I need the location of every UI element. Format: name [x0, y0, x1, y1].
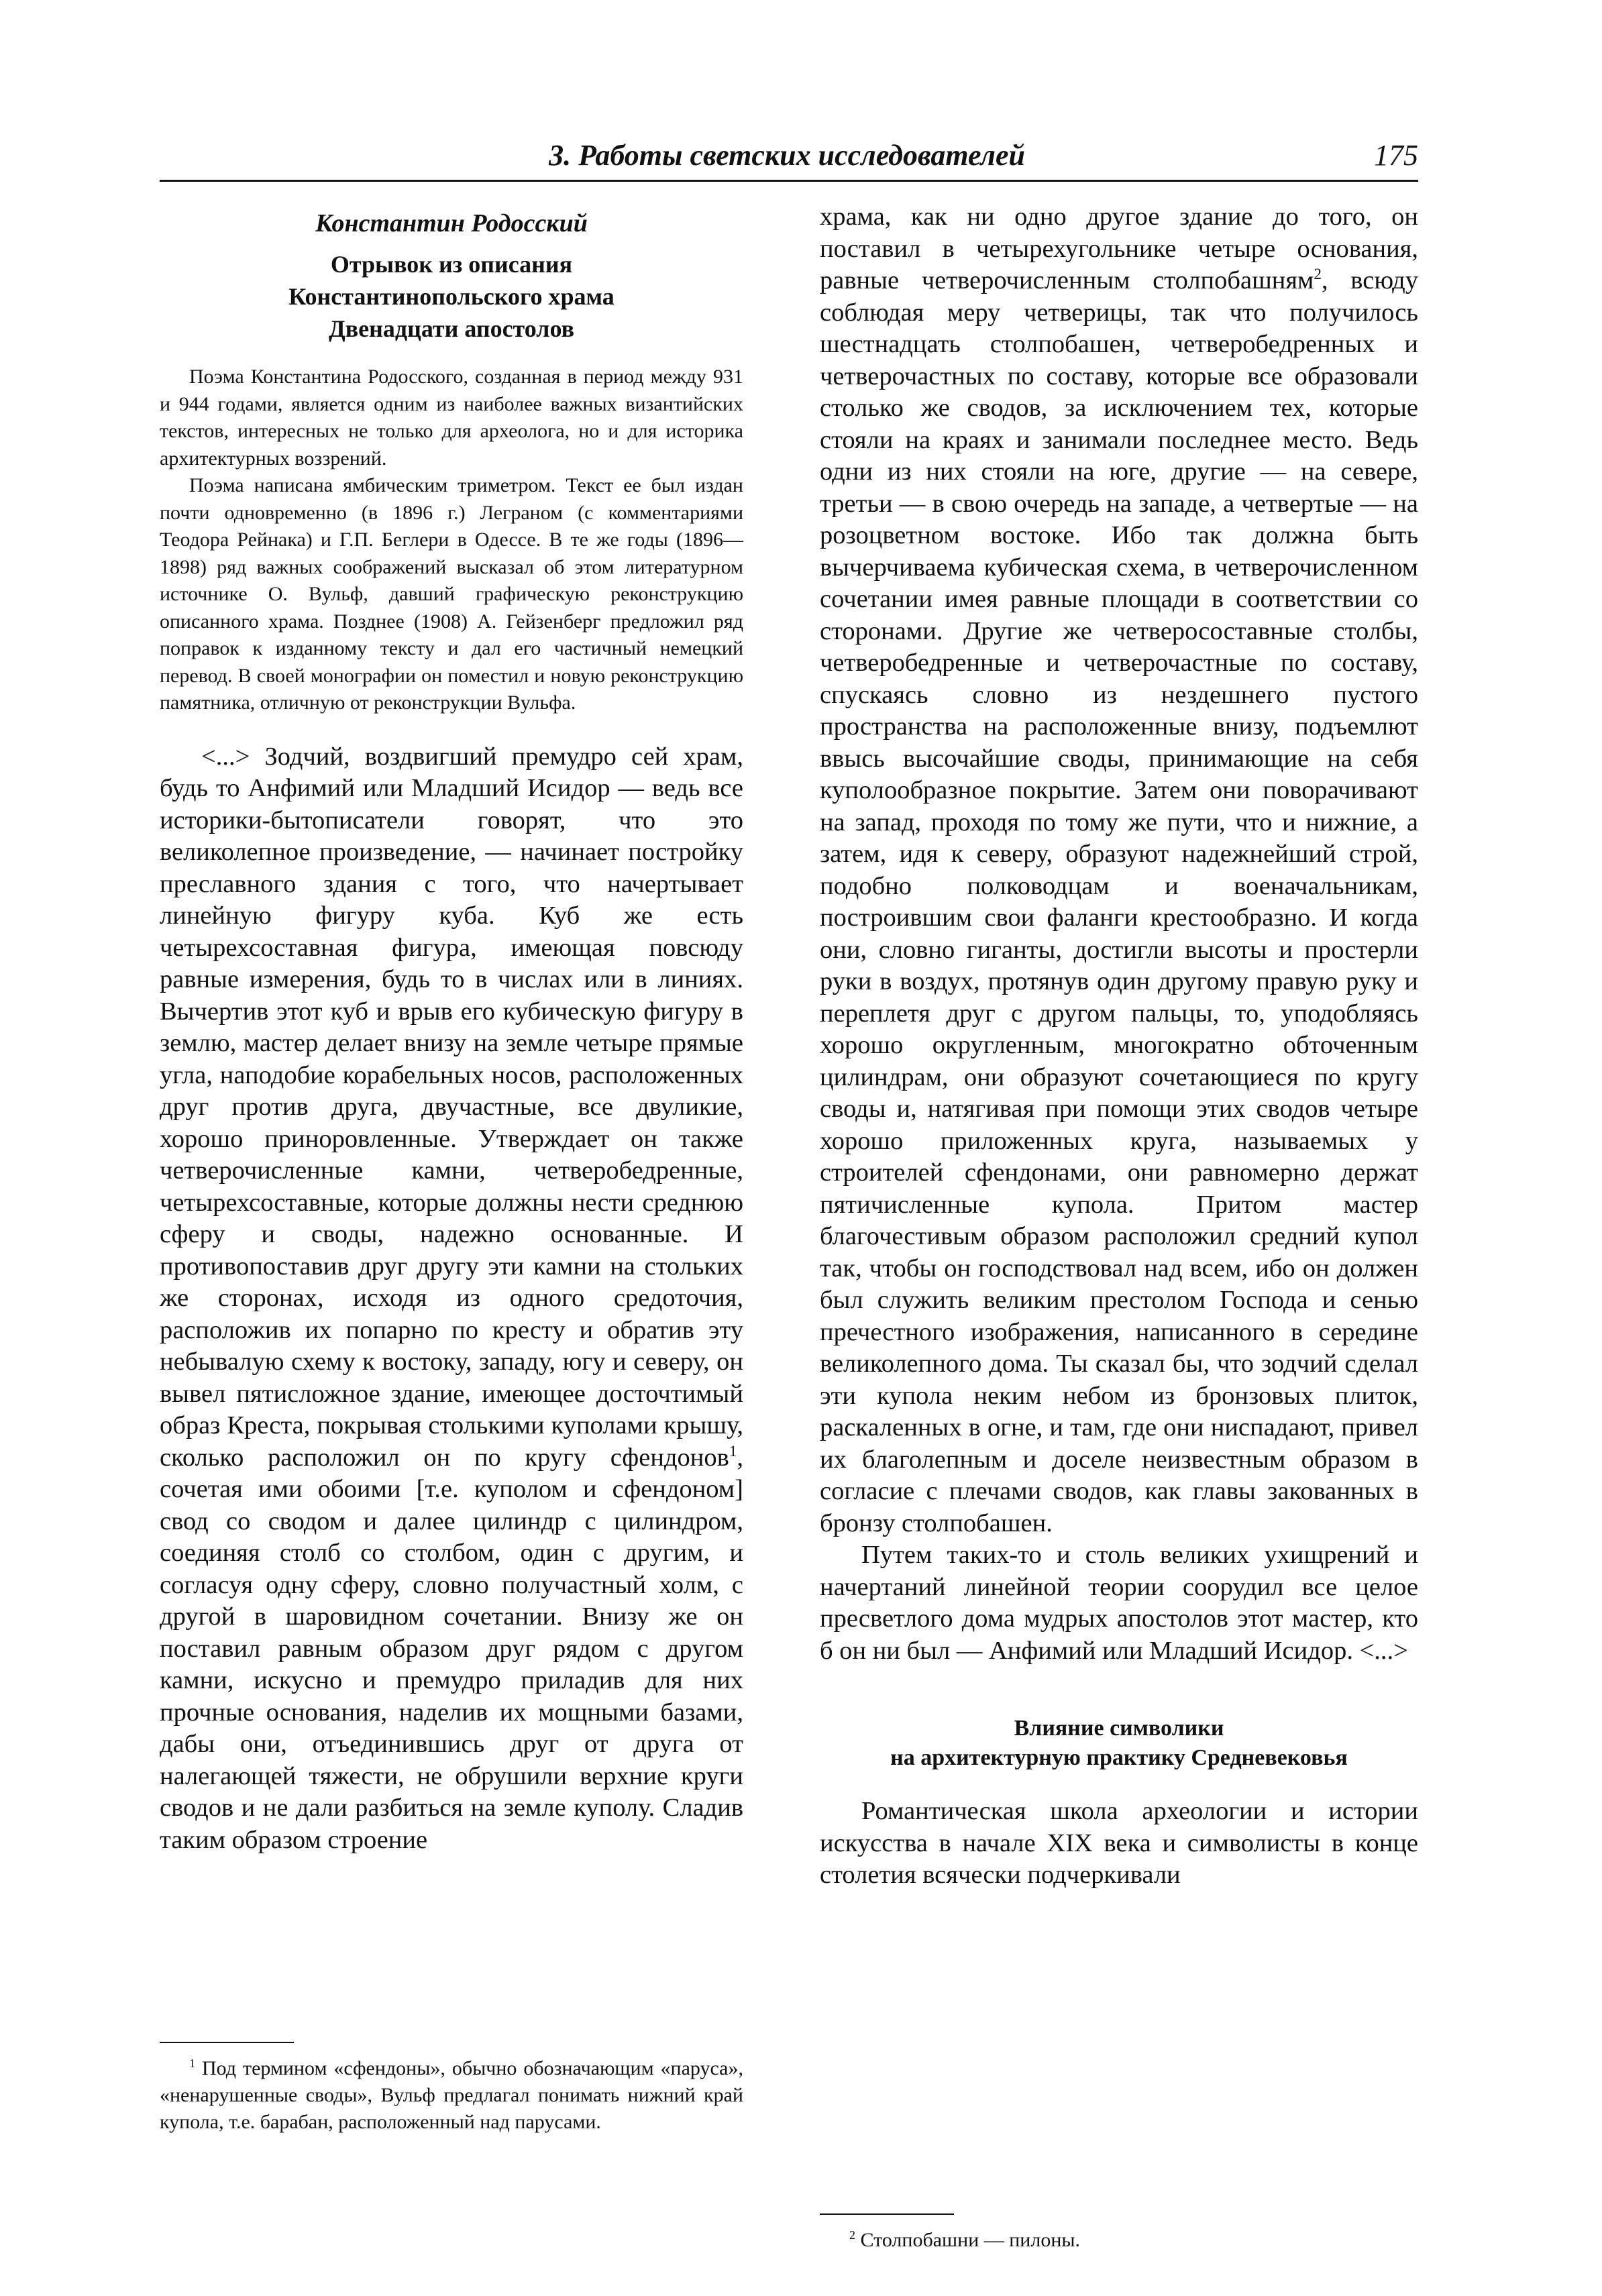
article-title-line: Двенадцати апостолов [328, 315, 575, 342]
section-body [820, 1796, 1418, 1892]
body-text-right [820, 201, 1418, 1667]
left-column [160, 201, 743, 1856]
footnote-rule [820, 2213, 954, 2215]
footnote-block-left [160, 2042, 743, 2136]
section-heading [820, 1714, 1418, 1773]
footnote-text: Под термином «сфендоны», обычно обозначающим «паруса», «ненарушенные своды», Вульф предлагал понимать нижний край купола, т.е. барабан, расположенный над парусами. [160, 2057, 743, 2133]
article-intro [160, 364, 743, 717]
footnote-number: 2 [849, 2228, 855, 2242]
article-title [160, 248, 743, 345]
body-paragraph [820, 201, 1418, 1539]
footnote-ref-1[interactable]: 1 [729, 1441, 737, 1460]
article-title-line: Константинопольского храма [288, 283, 615, 310]
running-title: 3. Работы светских исследователей [549, 139, 1025, 172]
body-text-span: , сочетая ими обоими [т.е. куполом и сфендоном] свод со сводом и далее цилиндр с цилиндром, соединяя столб со столбом, один с другим, и согласуя одну сферу, словно получастный холм, с другой в шаровидном сочетании. Внизу же он поставил равным образом друг рядом с другом камни, искусно и премудро приладив для них прочные основания, наделив их мощными базами, дабы они, отъединившись друг от друга от налегающей тяжести, не обрушили верхние круги сводов и не дали разбиться на земле куполу. Сладив таким образом строение [160, 1443, 743, 1854]
body-text-span: храма, как ни одно другое здание до того, он поставил в четырехугольнике четыре основания, равные четверочисленным столпобашням [820, 203, 1418, 294]
section-paragraph: Романтическая школа археологии и истории искусства в начале XIX века и символисты в конце столетия всячески подчеркивали [820, 1797, 1418, 1889]
footnote-1 [160, 2055, 743, 2136]
footnote-block-right [820, 2213, 1418, 2254]
body-paragraph [160, 741, 743, 1857]
running-header [160, 131, 1418, 180]
page-number: 175 [1374, 139, 1418, 172]
footnote-rule [160, 2042, 294, 2043]
body-text-left [160, 741, 743, 1857]
body-text-span: , всюду соблюдая меру четверицы, так что получилось шестнадцать столпобашен, четверобедренных и четверочастных по составу, которые все образовали столько же сводов, за исключением тех, которые стояли на краях и занимали последнее место. Ведь одни из них стояли на юге, другие — на севере, третьи — в свою очередь на западе, а четвертые — на розоцветном востоке. Ибо так должна быть вычерчиваема кубическая схема, в четверочисленном сочетании имея равные площади в соответствии со сторонами. Другие же четверосоставные столбы, четверобедренные и четверочастные по составу, спускаясь словно из нездешнего пустого пространства на расположенные внизу, подъемлют ввысь высочайшие своды, принимающие на себя куполообразное покрытие. Затем они поворачивают на запад, проходя по тому же пути, что и нижние, а затем, идя к северу, образуют надежнейший строй, подобно полководцам и военачальникам, построившим свои фаланги крестообразно. И когда они, словно гиганты, достигли высоты и простерли руки в воздух, протянув один другому правую руку и переплетя друг с другом пальцы, то, уподобляясь хорошо округленным, многократно обточенным цилиндрам, они образуют сочетающиеся по кругу своды и, натягивая при помощи этих сводов четыре хорошо приложенных круга, называемых у строителей сфендонами, они равномерно держат пятичисленные купола. Притом мастер благочестивым образом расположил средний купол так, чтобы он господствовал над всем, ибо он должен был служить великим престолом Господа и сенью пречестного изображения, написанного в середине великолепного дома. Ты сказал бы, что зодчий сделал эти купола неким небом из бронзовых плиток, раскаленных в огне, и там, где они ниспадают, привел их благолепным и доселе неизвестным образом в согласие с плечами сводов, как главы закованных в бронзу столпобашен. [820, 266, 1418, 1537]
body-paragraph: Путем таких-то и столь великих ухищрений и начертаний линейной теории соорудил все целое пресветлого дома мудрых апостолов этот мастер, кто б он ни был — Анфимий или Младший Исидор. <...> [820, 1541, 1418, 1665]
article-author: Константин Родосский [315, 209, 588, 237]
footnote-number: 1 [189, 2057, 195, 2070]
right-column [820, 201, 1418, 1892]
header-rule [160, 180, 1418, 182]
footnote-2 [820, 2227, 1418, 2254]
intro-paragraph: Поэма написана ямбическим триметром. Текст ее был издан почти одновременно (в 1896 г.) Леграном (с комментариями Теодора Рейнака) и Г.П. Беглери в Одессе. В те же годы (1896—1898) ряд важных соображений высказал об этом литературном источнике О. Вульф, давший графическую реконструкцию описанного храма. Позднее (1908) А. Гейзенберг предложил ряд поправок к изданному тексту и дал его частичный немецкий перевод. В своей монографии он поместил и новую реконструкцию памятника, отличную от реконструкции Вульфа. [160, 474, 743, 714]
intro-paragraph: Поэма Константина Родосского, созданная в период между 931 и 944 годами, является одним из наиболее важных византийских текстов, интересных не только для археолога, но и для историка архитектурных воззрений. [160, 366, 743, 470]
footnote-ref-2[interactable]: 2 [1314, 265, 1322, 283]
body-text-span: <...> Зодчий, воздвигший премудро сей храм, будь то Анфимий или Младший Исидор — ведь все историки-бытописатели говорят, что это великолепное произведение, — начинает постройку преславного здания с того, что начертывает линейную фигуру куба. Куб же есть четырехсоставная фигура, имеющая повсюду равные измерения, будь то в числах или в линиях. Вычертив этот куб и врыв его кубическую фигуру в землю, мастер делает внизу на земле четыре прямые угла, наподобие корабельных носов, расположенных друг против друга, двучастные, все двуликие, хорошо приноровленные. Утверждает он также четверочисленные камни, четверобедренные, четырехсоставные, которые должны нести среднюю сферу и своды, надежно основанные. И противопоставив друг другу эти камни на стольких же сторонах, исходя из одного средоточия, расположив их попарно по кресту и обратив эту небывалую схему к востоку, западу, югу и северу, он вывел пятисложное здание, имеющее досточтимый образ Креста, покрывая столькими куполами крышу, сколько расположил он по кругу сфендонов [160, 742, 743, 1472]
footnote-text: Столпобашни — пилоны. [855, 2229, 1081, 2251]
section-heading-line: на архитектурную практику Средневековья [890, 1745, 1348, 1770]
article-title-line: Отрывок из описания [330, 251, 573, 278]
section-heading-line: Влияние символики [1014, 1716, 1224, 1741]
